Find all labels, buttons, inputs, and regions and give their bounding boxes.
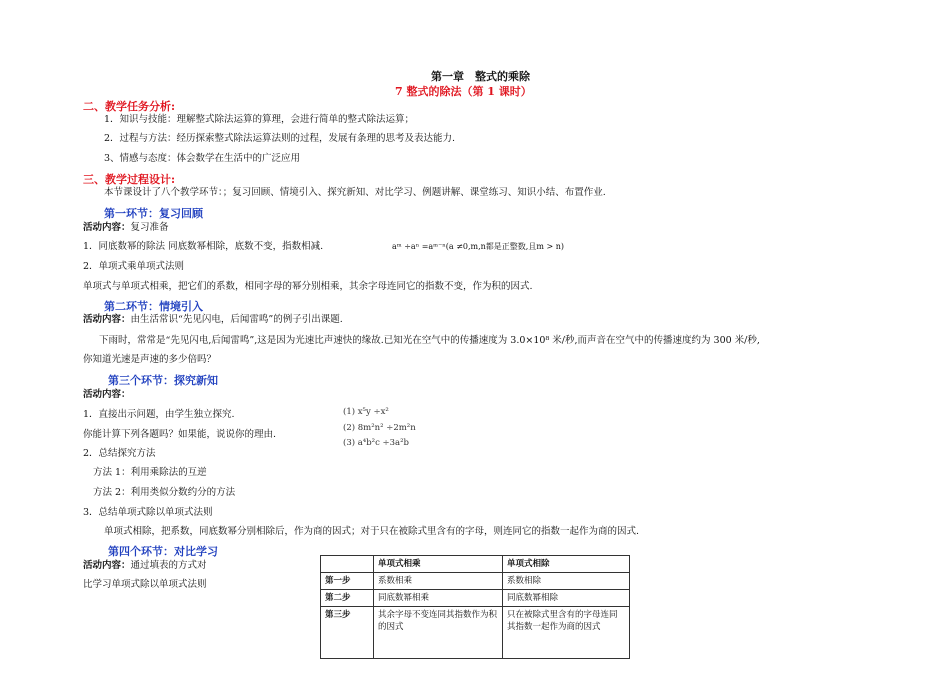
method-2: 方法 2：利用类似分数约分的方法 <box>93 487 236 498</box>
table-cell: 其余字母不变连同其指数作为积的因式 <box>374 607 503 659</box>
activity-label: 活动内容： <box>83 222 131 233</box>
table-cell: 同底数幂相乘 <box>374 590 503 607</box>
activity-text: 复习准备 <box>130 222 169 233</box>
env4-activity <box>83 559 207 572</box>
env2-activity <box>83 313 343 326</box>
env3-line-3: 2．总结探究方法 <box>83 448 156 459</box>
table-row <box>321 573 630 590</box>
table-header-cell: 单项式相乘 <box>374 556 503 573</box>
division-formula: aᵐ ÷aⁿ =aᵐ⁻ⁿ(a ≠0,m,n都是正整数,且m > n) <box>392 242 564 251</box>
section-heading-task-analysis: 二、教学任务分析: <box>83 100 176 113</box>
task-item-3: 3、情感与态度：体会数学在生活中的广泛应用 <box>104 153 301 164</box>
env3-line-2: 你能计算下列各题吗？如果能，说说你的理由. <box>83 429 277 440</box>
table-header-row <box>321 556 630 573</box>
activity-label: 活动内容： <box>83 389 131 400</box>
section-heading-process-design: 三、教学过程设计: <box>83 173 176 186</box>
activity-text: 由生活常识“先见闪电，后闻雷鸣”的例子引出课题. <box>130 314 343 325</box>
process-intro: 本节课设计了八个教学环节：；复习回顾、情境引入、探究新知、对比学习、例题讲解、课堂练习、知识小结、布置作业. <box>104 187 606 198</box>
problem-3: (3) a⁴b²c ÷3a²b <box>343 438 409 448</box>
table-header-cell: 单项式相除 <box>503 556 630 573</box>
activity-label: 活动内容： <box>83 314 131 325</box>
env2-paragraph-1: 下雨时，常常是“先见闪电,后闻雷鸣”,这是因为光速比声速快的缘故.已知光在空气中的传播速度为 3.0×10⁸ 米/秒,而声音在空气中的传播速度约为 300 米/秒, <box>99 335 760 346</box>
env2-paragraph-2: 你知道光速是声速的多少倍吗？ <box>83 354 217 365</box>
task-item-1: 1．知识与技能：理解整式除法运算的算理，会进行简单的整式除法运算； <box>104 114 415 125</box>
chapter-title: 第一章 整式的乘除 <box>431 70 530 83</box>
table-cell: 同底数幂相除 <box>503 590 630 607</box>
env1-activity <box>83 221 169 234</box>
env1-title: 第一环节：复习回顾 <box>104 207 203 220</box>
env1-line-1: 1．同底数幂的除法 同底数幂相除，底数不变，指数相减. <box>83 241 324 252</box>
division-rule: 单项式相除，把系数，同底数幂分别相除后，作为商的因式；对于只在被除式里含有的字母，则连同它的指数一起作为商的因式. <box>104 526 640 537</box>
activity-text: 通过填表的方式对 <box>130 560 207 571</box>
table-cell: 第二步 <box>321 590 374 607</box>
problem-2: (2) 8m²n² ÷2m²n <box>343 423 416 433</box>
method-1: 方法 1：利用乘除法的互逆 <box>93 467 207 478</box>
table-cell: 第三步 <box>321 607 374 659</box>
env4-activity-cont: 比学习单项式除以单项式法则 <box>83 579 207 590</box>
env4-title: 第四个环节：对比学习 <box>108 545 218 558</box>
table-cell: 系数相除 <box>503 573 630 590</box>
table-header-cell <box>321 556 374 573</box>
env3-title: 第三个环节：探究新知 <box>108 374 218 387</box>
comparison-table <box>320 555 630 659</box>
task-item-2: 2．过程与方法：经历探索整式除法运算法则的过程，发展有条理的思考及表达能力. <box>104 133 456 144</box>
env2-title: 第二环节：情境引入 <box>104 300 203 313</box>
env1-line-2: 2．单项式乘单项式法则 <box>83 261 185 272</box>
problem-1: (1) x⁵y ÷x² <box>343 407 389 417</box>
table-cell: 系数相乘 <box>374 573 503 590</box>
table-row <box>321 590 630 607</box>
env3-line-4: 3．总结单项式除以单项式法则 <box>83 507 213 518</box>
lesson-title: 7 整式的除法（第 1 课时） <box>395 85 532 98</box>
env1-line-3: 单项式与单项式相乘，把它们的系数，相同字母的幂分别相乘，其余字母连同它的指数不变，作为积的因式. <box>83 281 533 292</box>
table-row <box>321 607 630 659</box>
table-cell: 只在被除式里含有的字母连同其指数一起作为商的因式 <box>503 607 630 659</box>
activity-label: 活动内容： <box>83 560 131 571</box>
table-cell: 第一步 <box>321 573 374 590</box>
env3-line-1: 1．直接出示问题，由学生独立探究. <box>83 409 235 420</box>
env3-activity <box>83 388 131 401</box>
